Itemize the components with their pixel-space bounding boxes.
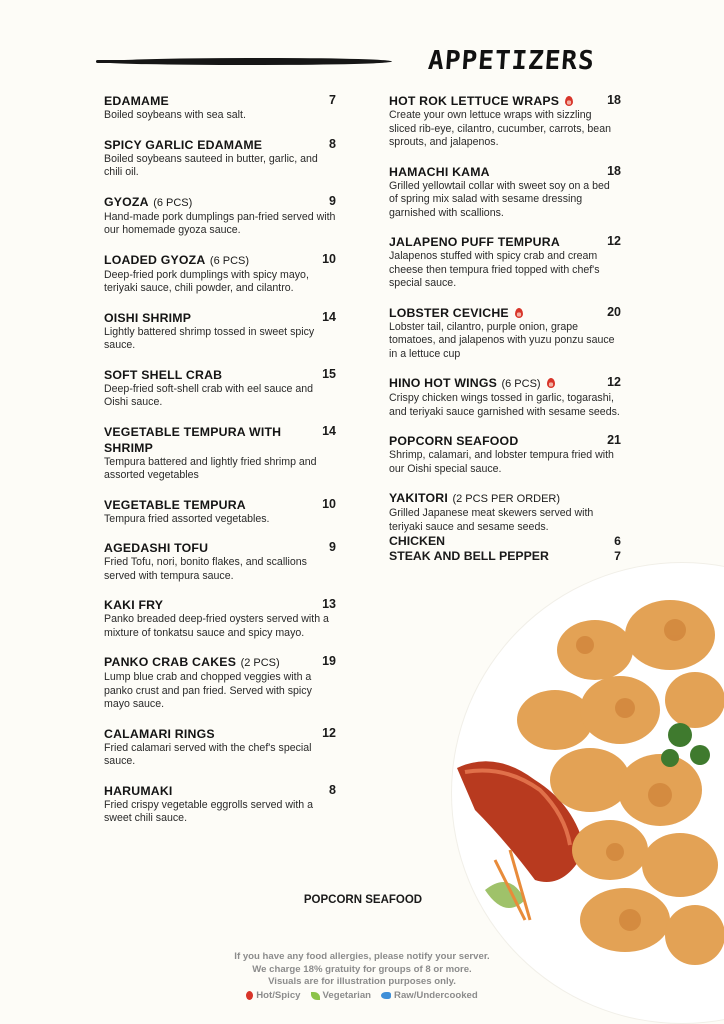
menu-item-title: [104, 597, 163, 613]
menu-item-price: 21: [607, 433, 621, 447]
option-price: 6: [614, 534, 621, 548]
menu-item-price: 13: [322, 597, 336, 611]
menu-item-price: 9: [329, 193, 336, 208]
menu-item-header: [104, 424, 336, 456]
gratuity-note: We charge 18% gratuity for groups of 8 or more.: [252, 963, 472, 975]
menu-item-header: [104, 310, 336, 326]
menu-item-description: Create your own lettuce wraps with sizzling sliced rib-eye, cilantro, cucumber, carrots, bean sprouts, and jalapenos.: [389, 109, 611, 148]
menu-item-price: 15: [322, 366, 336, 381]
menu-item-header: [389, 164, 621, 180]
menu-item: [104, 424, 336, 483]
brush-stroke-decoration: [104, 58, 392, 65]
option-label: STEAK AND BELL PEPPER: [389, 548, 549, 563]
menu-item-description: Fried Tofu, nori, bonito flakes, and scallions served with tempura sauce.: [104, 556, 307, 582]
menu-item-description: Fried calamari served with the chef's special sauce.: [104, 741, 312, 767]
menu-item-description: Grilled yellowtail collar with sweet soy on a bed of spring mix salad with sesame dressing garnished with scallions.: [389, 179, 610, 219]
menu-item-title: [389, 490, 560, 507]
menu-item-price: 8: [329, 782, 336, 797]
menu-item-header: [104, 137, 336, 153]
photo-caption: POPCORN SEAFOOD: [303, 894, 423, 906]
menu-item-title: [104, 654, 280, 671]
menu-item-description: Boiled soybeans sauteed in butter, garlic, and chili oil.: [104, 152, 318, 178]
menu-item-name: JALAPENO PUFF TEMPURA: [389, 235, 560, 249]
menu-item: [389, 93, 621, 150]
menu-item-name: HINO HOT WINGS: [389, 376, 498, 390]
menu-item-title: [104, 497, 246, 513]
menu-item: [104, 252, 336, 296]
menu-item-header: [104, 654, 336, 671]
menu-item: [104, 367, 336, 410]
menu-item-name: GYOZA: [104, 194, 149, 209]
menu-item-name: KAKI FRY: [104, 598, 164, 612]
menu-column-left: [104, 93, 336, 840]
menu-item-price: 19: [322, 654, 336, 668]
legend-vegetarian-label: Vegetarian: [322, 989, 372, 1001]
menu-item-name: SPICY GARLIC EDAMAME: [104, 137, 263, 152]
legend-vegetarian: [311, 990, 372, 1003]
menu-item-title: [104, 783, 173, 799]
option-price: 7: [614, 548, 621, 563]
menu-item-price: 20: [607, 304, 621, 319]
menu-item-description: Crispy chicken wings tossed in garlic, togarashi, and teriyaki sauce garnished with sesame seeds.: [389, 392, 620, 418]
menu-item-quantity: (6 PCS): [209, 254, 250, 267]
menu-item: [104, 654, 336, 712]
menu-item-title: [389, 305, 523, 321]
footer-notes: [200, 951, 524, 1002]
menu-item-description: Panko breaded deep-fried oysters served with a mixture of tonkatsu sauce and spicy mayo.: [104, 613, 329, 639]
chili-icon: [547, 378, 555, 388]
menu-item-title: [389, 375, 555, 392]
menu-item-price: 12: [607, 375, 621, 389]
menu-item-title: [104, 310, 191, 326]
menu-item: [104, 137, 336, 180]
chili-icon: [246, 991, 253, 1000]
menu-item-option: [389, 534, 621, 549]
menu-item-header: [389, 433, 621, 449]
menu-item: [104, 540, 336, 583]
menu-item-name: PANKO CRAB CAKES: [104, 655, 237, 669]
menu-item-header: [104, 497, 336, 513]
menu-item-title: [104, 93, 169, 109]
menu-item-title: [104, 540, 208, 556]
menu-item-description: Lobster tail, cilantro, purple onion, grape tomatoes, and jalapenos with yuzu ponzu sauce in a lettuce cup: [389, 320, 615, 360]
menu-item-name: YAKITORI: [389, 491, 449, 505]
menu-item-name: VEGETABLE TEMPURA WITH SHRIMP: [104, 424, 282, 455]
menu-item-header: [104, 597, 336, 613]
menu-item-description: Deep-fried pork dumplings with spicy mayo, teriyaki sauce, chili powder, and cilantro.: [104, 268, 309, 294]
legend-spicy: [246, 990, 300, 1003]
menu-item-name: LOADED GYOZA: [104, 252, 206, 267]
menu-item-name: AGEDASHI TOFU: [104, 541, 209, 555]
section-heading: APPETIZERS: [427, 46, 596, 76]
menu-item-header: [389, 93, 621, 109]
menu-item: [389, 375, 621, 419]
menu-item-price: 14: [322, 309, 336, 324]
chili-icon: [565, 96, 573, 106]
allergy-note: If you have any food allergies, please notify your server.: [234, 951, 490, 962]
menu-item-title: [104, 424, 322, 456]
menu-item: [389, 433, 621, 476]
menu-item-title: [104, 137, 262, 153]
menu-item: [389, 490, 621, 563]
menu-item-description: Boiled soybeans with sea salt.: [104, 109, 246, 121]
menu-item-header: [104, 194, 336, 211]
menu-item-price: 14: [322, 423, 336, 438]
menu-item: [104, 93, 336, 123]
menu-item-description: Tempura battered and lightly fried shrimp and assorted vegetables: [104, 455, 317, 481]
menu-item-description: Hand-made pork dumplings pan-fried served with our homemade gyoza sauce.: [104, 210, 336, 236]
menu-item-price: 10: [322, 496, 336, 511]
menu-item-title: [389, 433, 518, 449]
menu-item-description: Deep-fried soft-shell crab with eel sauce and Oishi sauce.: [104, 382, 314, 408]
menu-item-header: [104, 540, 336, 556]
menu-item-title: [104, 252, 249, 269]
menu-item-header: [104, 252, 336, 269]
fish-icon: [381, 992, 391, 999]
menu-item: [389, 305, 621, 362]
menu-item-option: [389, 549, 621, 564]
menu-item-title: [104, 726, 215, 742]
menu-item-quantity: (6 PCS): [501, 378, 541, 390]
menu-item-title: [389, 93, 573, 109]
menu-item: [104, 726, 336, 769]
legend-raw-label: Raw/Undercooked: [394, 989, 478, 1001]
menu-item: [104, 497, 336, 527]
menu-item-price: 12: [322, 725, 336, 740]
menu-item: [104, 310, 336, 353]
menu-item-price: 18: [607, 93, 621, 107]
menu-item-header: [104, 93, 336, 109]
menu-item-description: Jalapenos stuffed with spicy crab and cream cheese then tempura fried topped with chef's special sauce.: [389, 250, 600, 289]
option-label: CHICKEN: [389, 534, 446, 548]
menu-item-name: VEGETABLE TEMPURA: [104, 497, 246, 512]
menu-item-price: 12: [607, 234, 621, 248]
menu-item-header: [389, 234, 621, 250]
menu-item-description: Lightly battered shrimp tossed in sweet spicy sauce.: [104, 325, 315, 351]
menu-item: [104, 194, 336, 238]
menu-item-header: [389, 490, 621, 507]
menu-item-description: Shrimp, calamari, and lobster tempura fried with our Oishi special sauce.: [389, 449, 614, 475]
menu-item-header: [104, 367, 336, 383]
menu-item-price: 8: [329, 136, 336, 151]
menu-item-price: 10: [322, 251, 336, 266]
leaf-icon: [311, 992, 320, 1000]
menu-item-name: HAMACHI KAMA: [389, 164, 490, 179]
visuals-note: Visuals are for illustration purposes only.: [268, 976, 456, 987]
menu-item-header: [104, 726, 336, 742]
menu-item-price: 7: [329, 93, 336, 107]
menu-item-description: Fried crispy vegetable eggrolls served with a sweet chili sauce.: [104, 798, 314, 824]
menu-item-name: CALAMARI RINGS: [104, 726, 215, 741]
menu-item-name: SOFT SHELL CRAB: [104, 367, 223, 382]
menu-item-title: [389, 234, 560, 250]
legend-spicy-label: Hot/Spicy: [256, 989, 301, 1001]
menu-item-description: Tempura fried assorted vegetables.: [104, 512, 270, 525]
menu-item-price: 18: [607, 163, 621, 178]
menu-item: [104, 783, 336, 826]
menu-item: [104, 597, 336, 640]
menu-item-title: [389, 164, 490, 180]
menu-column-right: [389, 93, 621, 577]
menu-item-quantity: (2 PCS): [240, 657, 280, 669]
menu-item-header: [389, 305, 621, 321]
menu-item-description: Grilled Japanese meat skewers served with teriyaki sauce and sesame seeds.: [389, 507, 594, 533]
menu-item-header: [104, 783, 336, 799]
menu-item-header: [389, 375, 621, 392]
menu-item-name: POPCORN SEAFOOD: [389, 434, 519, 448]
menu-item-name: HARUMAKI: [104, 783, 173, 798]
menu-item-name: OISHI SHRIMP: [104, 310, 192, 325]
menu-item-price: 9: [329, 540, 336, 554]
menu-item-name: LOBSTER CEVICHE: [389, 305, 509, 320]
menu-item-quantity: (2 PCS PER ORDER): [452, 493, 561, 505]
popcorn-seafood-photo: [455, 590, 724, 1000]
legend: [200, 990, 524, 1003]
legend-raw: [381, 990, 478, 1003]
menu-item-description: Lump blue crab and chopped veggies with a panko crust and pan fried. Served with spicy mayo sauce.: [104, 671, 312, 710]
menu-item-title: [104, 194, 192, 211]
menu-item-name: HOT ROK LETTUCE WRAPS: [389, 94, 560, 108]
menu-item-name: EDAMAME: [104, 94, 169, 108]
menu-item-quantity: (6 PCS): [153, 196, 193, 209]
menu-item: [389, 164, 621, 221]
menu-item: [389, 234, 621, 291]
menu-item-title: [104, 367, 222, 383]
chili-icon: [515, 308, 523, 318]
